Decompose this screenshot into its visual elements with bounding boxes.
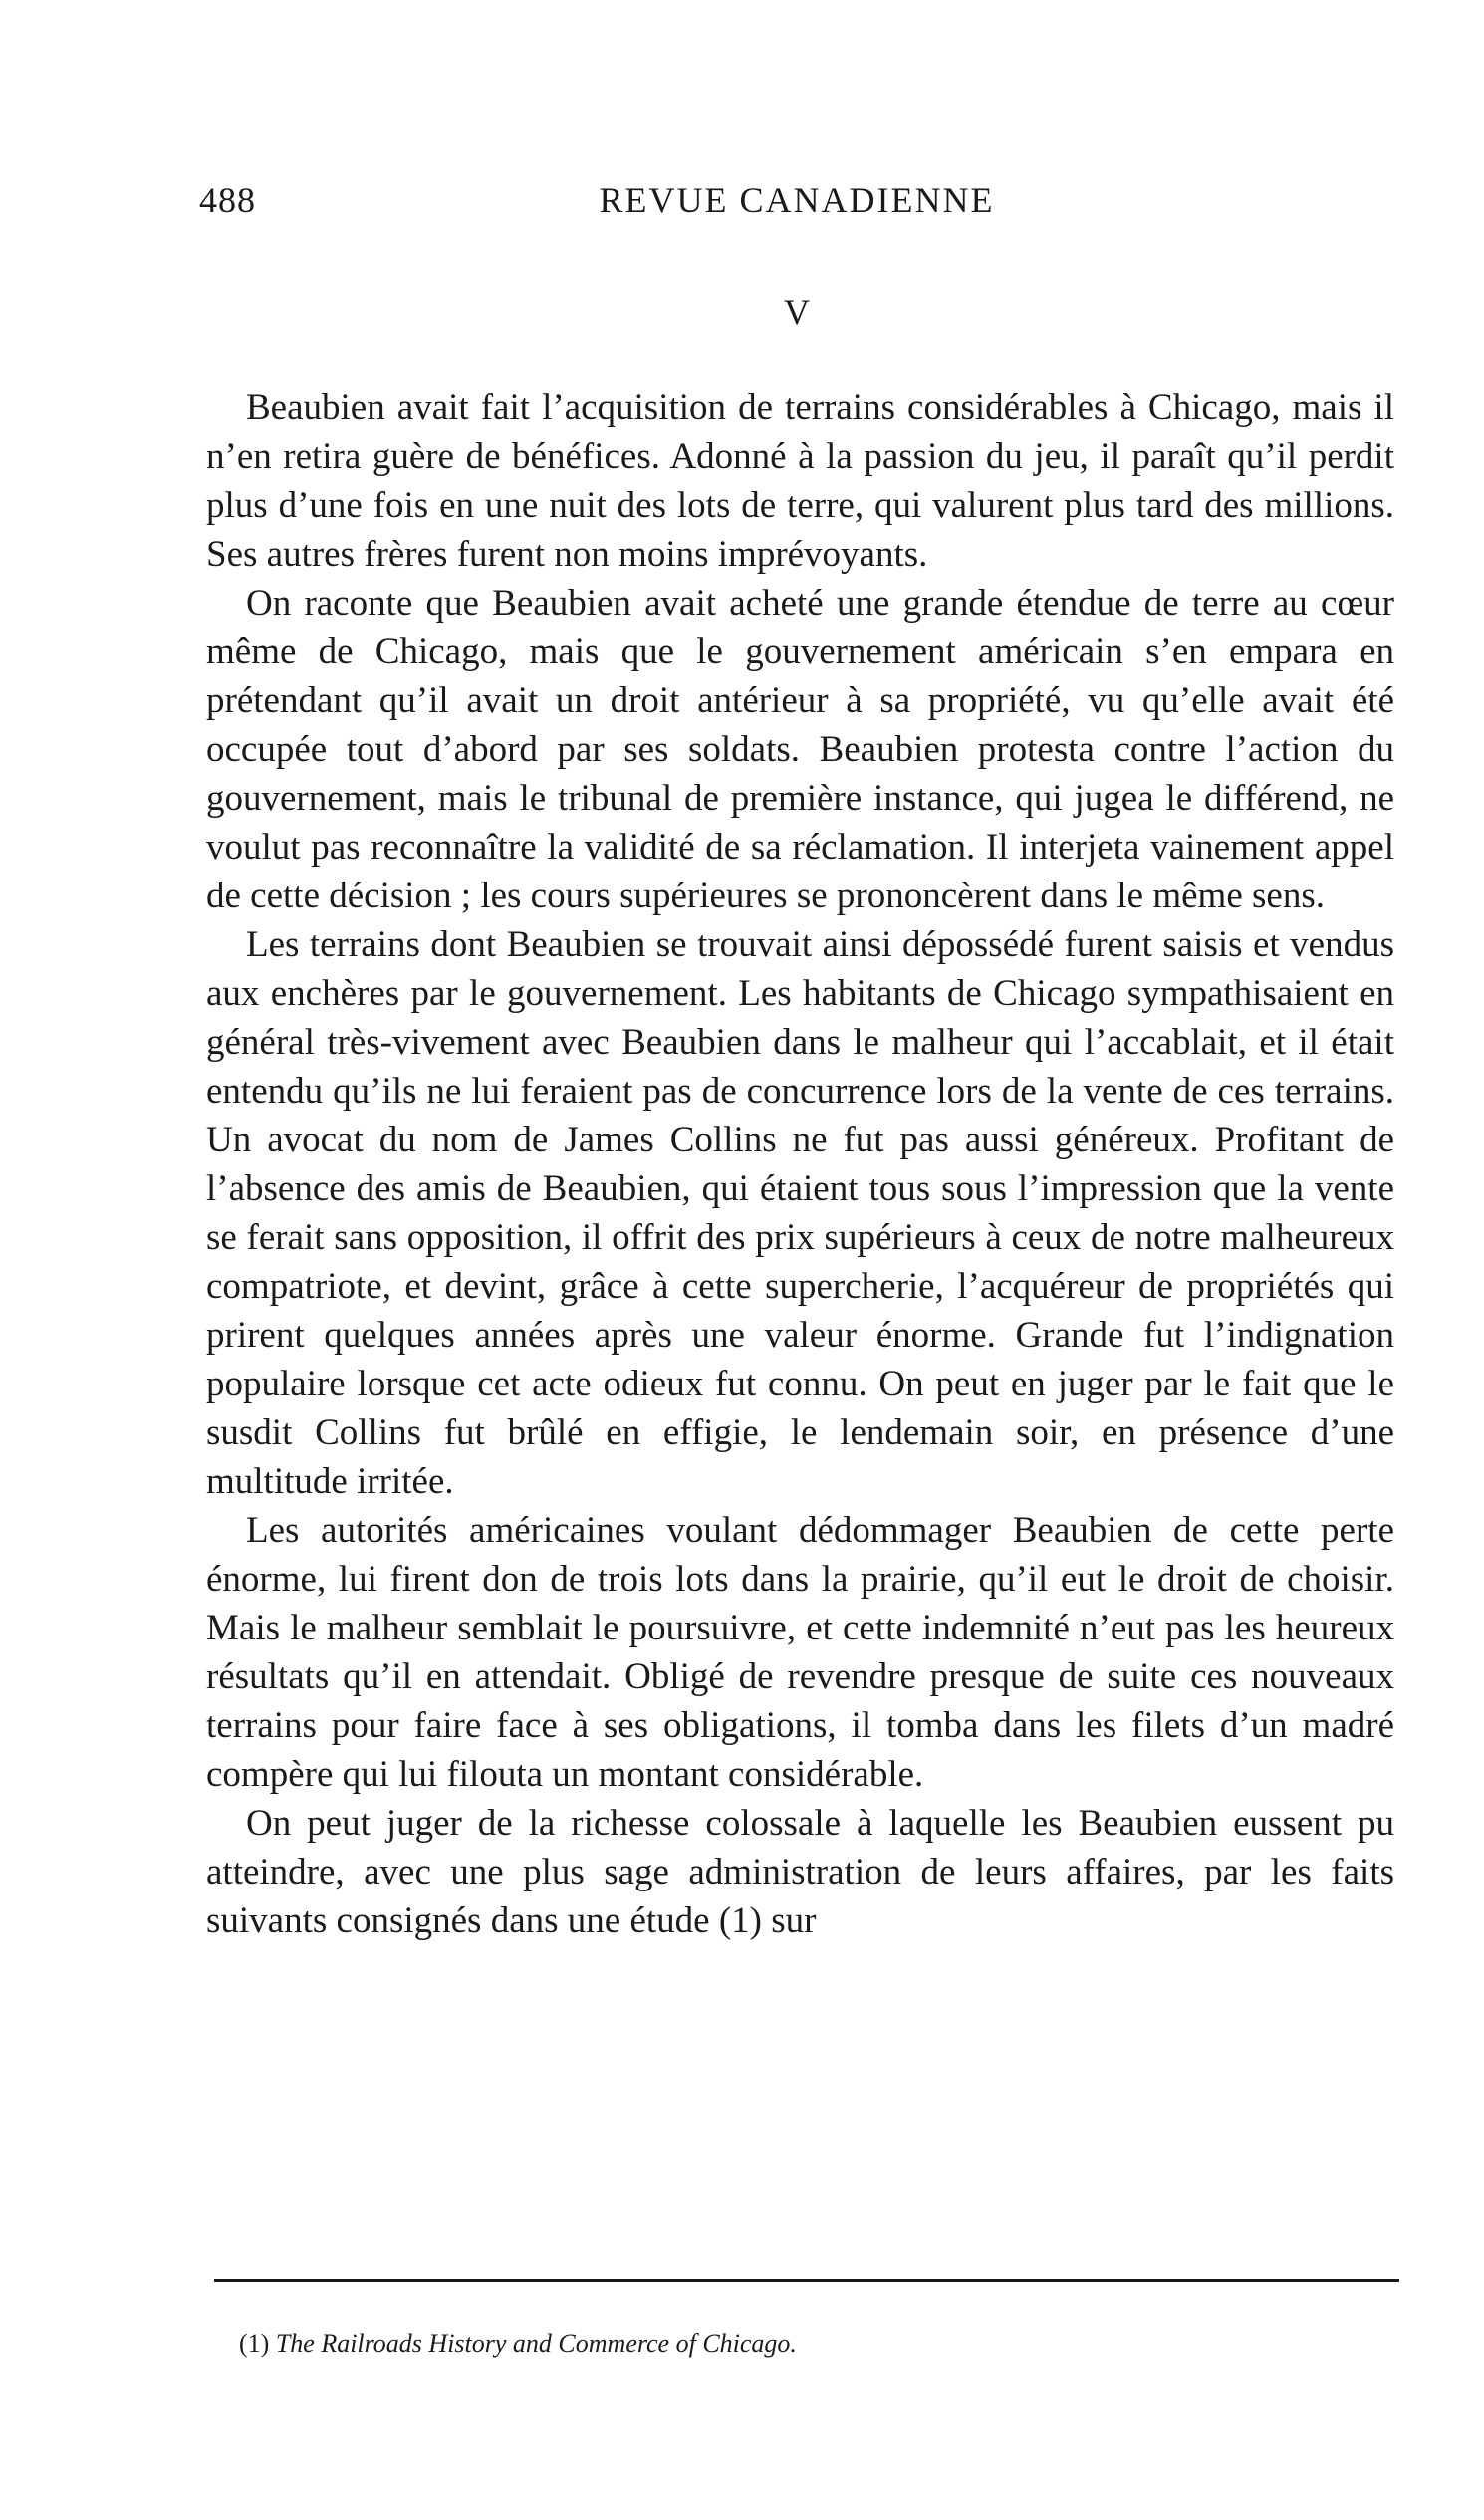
paragraph: On peut juger de la richesse colossale à laquelle les Beaubien eussent pu atteindre, avec une plus sage administration de leurs affaires, par les faits suivants consignés dans une étude (1) sur — [206, 1803, 1394, 1941]
section-number: V — [784, 292, 810, 332]
paragraph: On raconte que Beaubien avait acheté une grande étendue de terre au cœur même de Chicago, mais que le gouvernement américain s’en empara en prétendant qu’il avait un droit antérieur à sa propriété, vu qu’elle avait été occupée tout d’abord par ses soldats. Beaubien protesta contre l’action du gouvernement, mais le tribunal de première instance, qui jugea le différend, ne voulut pas reconnaître la validité de sa réclamation. Il interjeta vainement appel de cette décision ; les cours supérieures se prononcèrent dans le même sens. — [206, 583, 1394, 916]
body-text — [206, 383, 1394, 1945]
page-number: 488 — [199, 180, 256, 220]
paragraph: Les autorités américaines voulant dédommager Beaubien de cette perte énorme, lui firent don de trois lots dans la prairie, qu’il eut le droit de choisir. Mais le malheur semblait le poursuivre, et cette indemnité n’eut pas les heureux résultats qu’il en attendait. Obligé de revendre presque de suite ces nouveaux terrains pour faire face à ses obligations, il tomba dans les filets d’un madré compère qui lui filouta un montant considérable. — [206, 1510, 1394, 1795]
footnote-title: The Railroads History and Commerce of Chicago. — [275, 2329, 797, 2358]
paragraph: Les terrains dont Beaubien se trouvait ainsi dépossédé furent saisis et vendus aux enchères par le gouvernement. Les habitants de Chicago sympathisaient en général très-vivement avec Beaubien dans le malheur qui l’accablait, et il était entendu qu’ils ne lui feraient pas de concurrence lors de la vente de ces terrains. Un avocat du nom de James Collins ne fut pas aussi généreux. Profitant de l’absence des amis de Beaubien, qui étaient tous sous l’impression que la vente se ferait sans opposition, il offrit des prix supérieurs à ceux de notre malheureux compatriote, et devint, grâce à cette supercherie, l’acquéreur de propriétés qui prirent quelques années après une valeur énorme. Grande fut l’indignation populaire lorsque cet acte odieux fut connu. On peut en juger par le fait que le susdit Collins fut brûlé en effigie, le lendemain soir, en présence d’une multitude irritée. — [206, 924, 1394, 1502]
paragraph: Beaubien avait fait l’acquisition de terrains considérables à Chicago, mais il n’en retira guère de bénéfices. Adonné à la passion du jeu, il paraît qu’il perdit plus d’une fois en une nuit des lots de terre, qui valurent plus tard des millions. Ses autres frères furent non moins imprévoyants. — [206, 387, 1394, 575]
running-title: REVUE CANADIENNE — [599, 180, 995, 220]
footnote-divider — [214, 2279, 1399, 2282]
page-header — [199, 179, 1394, 239]
footnote — [239, 2327, 1384, 2361]
footnote-marker: (1) — [239, 2329, 270, 2358]
